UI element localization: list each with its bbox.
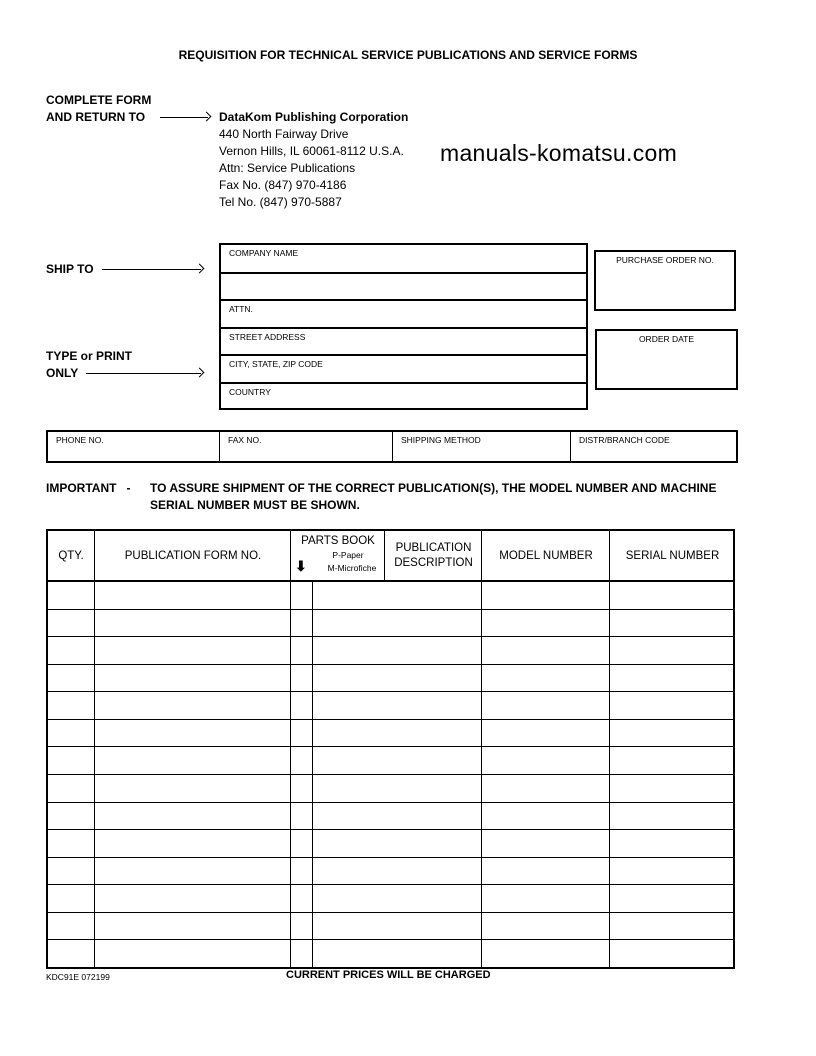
address-city: Vernon Hills, IL 60061-8112 U.S.A.	[219, 144, 404, 158]
address-company: DataKom Publishing Corporation	[219, 110, 409, 124]
address-tel: Tel No. (847) 970-5887	[219, 195, 342, 209]
watermark: manuals-komatsu.com	[440, 140, 678, 166]
return-to-label: AND RETURN TO	[46, 110, 146, 124]
type-print-label: TYPE or PRINT	[46, 349, 133, 363]
description-line2: DESCRIPTION	[394, 557, 473, 569]
table-row[interactable]	[48, 664, 733, 691]
field-label: FAX NO.	[228, 435, 262, 445]
field-label: COUNTRY	[229, 387, 271, 397]
fax-field[interactable]	[220, 432, 392, 461]
form-title: REQUISITION FOR TECHNICAL SERVICE PUBLICATIONS AND SERVICE FORMS	[178, 48, 638, 62]
table-row[interactable]	[48, 719, 733, 746]
arrow-right-icon	[86, 373, 201, 374]
microfiche-label: M-Microfiche	[327, 563, 377, 573]
header-serial: SERIAL NUMBER	[625, 549, 720, 562]
attn-field[interactable]	[221, 299, 586, 327]
important-line1: TO ASSURE SHIPMENT OF THE CORRECT PUBLICATION(S), THE MODEL NUMBER AND MACHINE	[150, 481, 717, 495]
country-field[interactable]	[221, 382, 586, 410]
parts-book-label: PARTS BOOK	[301, 535, 375, 547]
table-row[interactable]	[48, 939, 733, 966]
purchase-order-field[interactable]	[594, 250, 736, 311]
table-row[interactable]	[48, 829, 733, 856]
divider	[384, 531, 385, 581]
table-row[interactable]	[48, 580, 733, 608]
ship-to-box	[219, 243, 588, 410]
table-row[interactable]	[48, 746, 733, 773]
purchase-order-label: PURCHASE ORDER NO.	[616, 255, 714, 265]
field-label: STREET ADDRESS	[229, 332, 306, 342]
header-description	[385, 531, 482, 581]
prices-notice: CURRENT PRICES WILL BE CHARGED	[286, 969, 491, 981]
street-address-field[interactable]	[221, 327, 586, 355]
city-state-zip-field[interactable]	[221, 354, 586, 382]
complete-form-label: COMPLETE FORM	[46, 93, 152, 107]
ship-to-label: SHIP TO	[46, 262, 94, 276]
header-model: MODEL NUMBER	[499, 549, 593, 562]
table-row[interactable]	[48, 774, 733, 801]
field-label: PHONE NO.	[56, 435, 104, 445]
paper-label: P-Paper	[332, 550, 364, 560]
address-street: 440 North Fairway Drive	[219, 127, 349, 141]
header-form-no: PUBLICATION FORM NO.	[124, 549, 262, 562]
address-attn: Attn: Service Publications	[219, 161, 356, 175]
table-row[interactable]	[48, 636, 733, 663]
phone-field[interactable]	[48, 432, 219, 461]
description-line1: PUBLICATION	[395, 542, 472, 554]
branch-code-field[interactable]	[571, 432, 736, 461]
company-name-field[interactable]	[221, 245, 586, 272]
contact-row	[46, 430, 738, 463]
arrow-right-icon	[102, 269, 201, 270]
field-label: SHIPPING METHOD	[401, 435, 481, 445]
arrow-right-icon	[160, 117, 208, 118]
publication-table	[46, 529, 735, 969]
only-label: ONLY	[46, 366, 79, 380]
important-line2: SERIAL NUMBER MUST BE SHOWN.	[150, 498, 360, 512]
table-row[interactable]	[48, 691, 733, 718]
field-label: DISTR/BRANCH CODE	[579, 435, 670, 445]
field-label: COMPANY NAME	[229, 248, 299, 258]
order-date-label: ORDER DATE	[638, 334, 695, 344]
order-date-field[interactable]	[595, 329, 738, 390]
table-row[interactable]	[48, 884, 733, 911]
form-code: KDC91E 072199	[46, 972, 110, 982]
header-qty: QTY.	[58, 549, 84, 562]
table-row[interactable]	[48, 609, 733, 636]
company-name-line2-field[interactable]	[221, 272, 586, 300]
field-label: CITY, STATE, ZIP CODE	[229, 359, 323, 369]
field-label: ATTN.	[229, 304, 253, 314]
important-label: IMPORTANT -	[46, 481, 131, 495]
shipping-method-field[interactable]	[393, 432, 570, 461]
address-fax: Fax No. (847) 970-4186	[219, 178, 347, 192]
header-parts-book	[291, 531, 385, 581]
table-row[interactable]	[48, 857, 733, 884]
table-row[interactable]	[48, 802, 733, 829]
table-row[interactable]	[48, 912, 733, 939]
arrow-down-icon: ⬇	[295, 558, 307, 574]
